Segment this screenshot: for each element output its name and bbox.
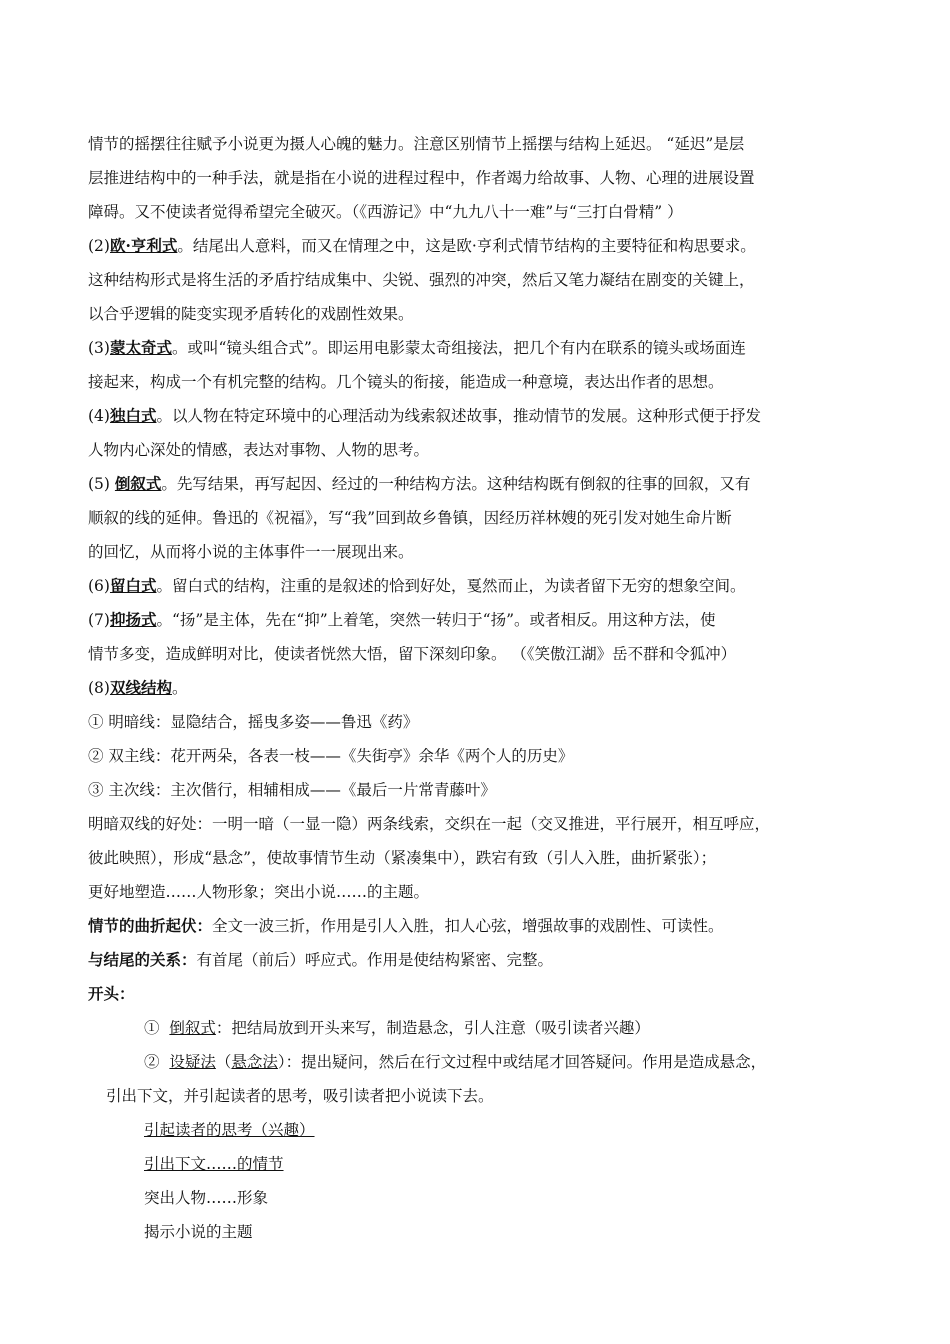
section-term: 留白式 (109, 576, 157, 595)
opening-effect (88, 1113, 858, 1147)
section-text: 。先写结果，再写起因、经过的一种结构方法。这种结构既有倒叙的往事的回叙，又有 (161, 475, 751, 493)
section-4-line-2: 人物内心深处的情感，表达对事物、人物的思考。 (88, 441, 430, 459)
section-text: 。 (171, 679, 188, 697)
section-term: 独白式 (109, 406, 157, 425)
opening-item-term: 倒叙式 (169, 1019, 216, 1037)
dual-line-benefit-2: 彼此映照），形成“悬念”，使故事情节生动（紧凑集中），跌宕有致（引人入胜，曲折紧张）； (88, 849, 717, 867)
opening-effect: 突出人物……形象 (144, 1189, 269, 1207)
opening-item-term: 设疑法 (169, 1053, 216, 1071)
section-2-line-3: 以合乎逻辑的陡变实现矛盾转化的戏剧性效果。 (88, 305, 414, 323)
section-term: 双线结构 (109, 678, 172, 697)
opening-item-2-line-2: 引出下文，并引起读者的思考，吸引读者把小说读下去。 (106, 1087, 494, 1105)
opening-item-number: ① (144, 1019, 160, 1037)
section-number: (4) (88, 407, 110, 425)
intro-line-2: 层推进结构中的一种手法，就是指在小说的进程过程中，作者竭力给故事、人物、心理的进展设置 (88, 169, 755, 187)
opening-effect-text: 引起读者的思考（兴趣） (144, 1121, 315, 1139)
section-7-line-2: 情节多变，造成鲜明对比，使读者恍然大悟，留下深刻印象。 （《笑傲江湖》岳不群和令狐冲） (88, 645, 737, 663)
section-term: 蒙太奇式 (109, 338, 172, 357)
opening-heading: 开头： (88, 984, 135, 1003)
plot-twists-line (88, 909, 858, 943)
section-5-line-1 (88, 467, 858, 501)
opening-item-term-alt: 悬念法 (231, 1053, 278, 1071)
opening-item-text: ）：提出疑问，然后在行文过程中或结尾才回答疑问。作用是造成悬念， (277, 1053, 767, 1071)
section-number: (7) (88, 611, 110, 629)
section-8-line-1 (88, 671, 858, 705)
section-term: 抑扬式 (109, 610, 157, 629)
section-text: 。或叫“镜头组合式”。即运用电影蒙太奇组接法，把几个有内在联系的镜头或场面连 (171, 339, 746, 357)
section-term: 倒叙式 (114, 474, 162, 493)
section-term: 欧·亨利式 (109, 236, 178, 255)
dual-line-item: ① 明暗线：显隐结合，摇曳多姿——鲁迅《药》 (88, 713, 419, 731)
opening-item-text: ：把结局放到开头来写，制造悬念，引人注意（吸引读者兴趣） (215, 1019, 650, 1037)
section-number: (8) (88, 679, 110, 697)
section-5-line-2: 顺叙的线的延伸。鲁迅的《祝福》，写“我”回到故乡鲁镇，因经历祥林嫂的死引发对她生命片断 (88, 509, 732, 527)
section-2-line-1 (88, 229, 858, 263)
section-text: 。留白式的结构，注重的是叙述的恰到好处，戛然而止，为读者留下无穷的想象空间。 (156, 577, 746, 595)
opening-item-number: ② (144, 1053, 160, 1071)
dual-line-benefit-1: 明暗双线的好处：一明一暗（一显一隐）两条线索，交织在一起（交叉推进，平行展开，相互呼应， (88, 815, 771, 833)
opening-item-1 (88, 1011, 858, 1045)
section-3-line-2: 接起来，构成一个有机完整的结构。几个镜头的衔接，能造成一种意境，表达出作者的思想。 (88, 373, 724, 391)
opening-effect: 揭示小说的主题 (144, 1223, 253, 1241)
section-number: (5) (88, 475, 110, 493)
opening-effect-text: 引出下文……的情节 (144, 1155, 284, 1173)
section-text: 。结尾出人意料，而又在情理之中，这是欧·亨利式情节结构的主要特征和构思要求。 (177, 237, 756, 255)
section-text: 。以人物在特定环境中的心理活动为线索叙述故事，推动情节的发展。这种形式便于抒发 (156, 407, 761, 425)
intro-line-3: 障碍。又不使读者觉得希望完全破灭。（《西游记》中“九九八十一难”与“三打白骨精” ） (88, 203, 683, 221)
section-6-line-1 (88, 569, 858, 603)
section-3-line-1 (88, 331, 858, 365)
ending-relation-line (88, 943, 858, 977)
plot-twists-text: 全文一波三折，作用是引人入胜，扣人心弦，增强故事的戏剧性、可读性。 (212, 917, 724, 935)
dual-line-item: ② 双主线：花开两朵，各表一枝——《失街亭》余华《两个人的历史》 (88, 747, 574, 765)
section-2-line-2: 这种结构形式是将生活的矛盾拧结成集中、尖锐、强烈的冲突，然后又笔力凝结在剧变的关键上， (88, 271, 755, 289)
opening-item-2 (88, 1045, 858, 1079)
section-number: (3) (88, 339, 110, 357)
section-7-line-1 (88, 603, 858, 637)
section-number: (6) (88, 577, 110, 595)
ending-relation-label: 与结尾的关系： (88, 950, 197, 969)
intro-line-1: 情节的摇摆往往赋予小说更为摄人心魄的魅力。注意区别情节上摇摆与结构上延迟。 “延迟”是层 (88, 135, 745, 153)
section-5-line-3: 的回忆，从而将小说的主体事件一一展现出来。 (88, 543, 414, 561)
ending-relation-text: 有首尾（前后）呼应式。作用是使结构紧密、完整。 (196, 951, 554, 969)
section-number: (2) (88, 237, 110, 255)
dual-line-benefit-3: 更好地塑造……人物形象；突出小说……的主题。 (88, 883, 430, 901)
section-4-line-1 (88, 399, 858, 433)
opening-item-paren: （ (215, 1053, 232, 1071)
document-page (88, 127, 858, 1249)
section-text: 。“扬”是主体，先在“抑”上着笔，突然一转归于“扬”。或者相反。用这种方法，使 (156, 611, 716, 629)
dual-line-item: ③ 主次线：主次偕行，相辅相成——《最后一片常青藤叶》 (88, 781, 496, 799)
plot-twists-label: 情节的曲折起伏： (88, 916, 213, 935)
opening-effect (88, 1147, 858, 1181)
